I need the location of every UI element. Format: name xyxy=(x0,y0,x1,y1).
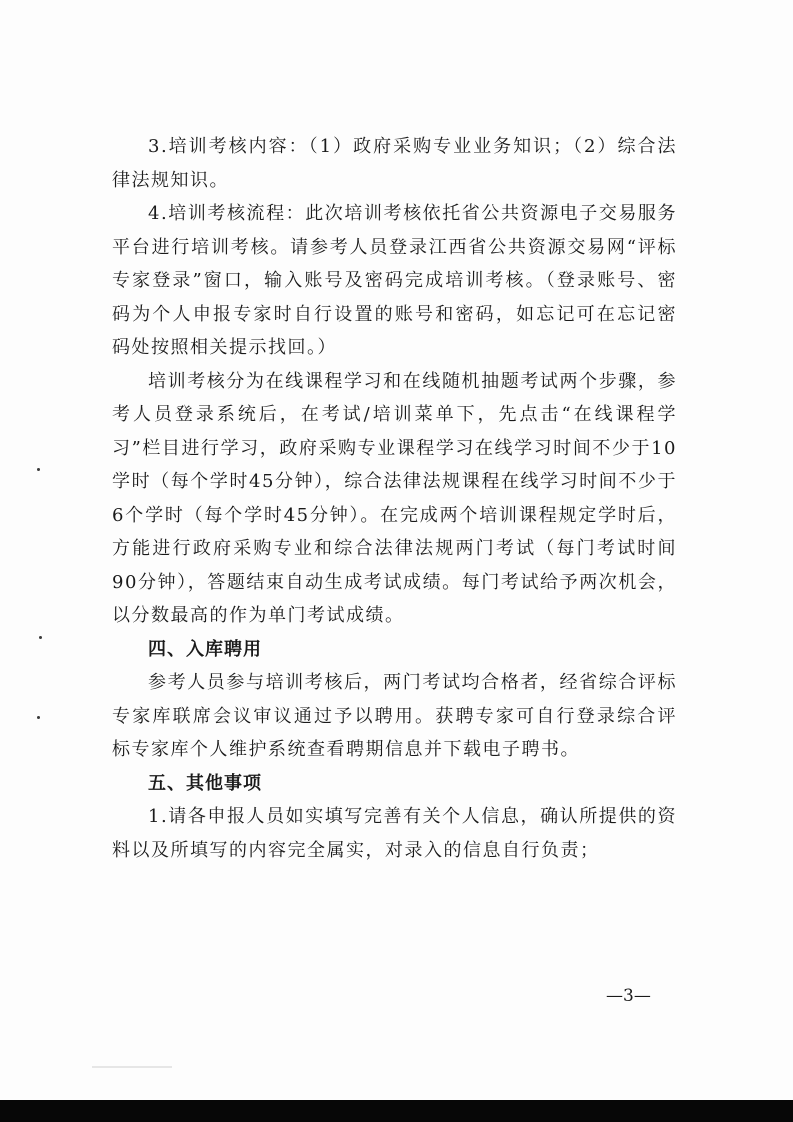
paragraph-training-content: 3.培训考核内容：（1）政府采购专业业务知识；（2）综合法律法规知识。 xyxy=(112,136,677,191)
section-heading-other-matters: 五、其他事项 xyxy=(148,772,262,794)
scan-mark xyxy=(37,468,40,471)
paragraph-appointment: 参考人员参与培训考核后，两门考试均合格者，经省综合评标专家库联席会议审议通过予以聘用。获聘专家可自行登录综合评标专家库个人维护系统查看聘期信息并下载电子聘书。 xyxy=(112,672,677,760)
scan-smudge xyxy=(92,1066,172,1068)
document-body xyxy=(112,130,677,867)
scan-mark xyxy=(39,636,42,639)
paragraph-training-process: 4.培训考核流程：此次培训考核依托省公共资源电子交易服务平台进行培训考核。请参考人员登录江西省公共资源交易网“评标专家登录”窗口，输入账号及密码完成培训考核。（登录账号、密码为个人申报专家时自行设置的账号和密码，如忘记可在忘记密码处按照相关提示找回。） xyxy=(112,203,677,358)
paragraph-training-steps: 培训考核分为在线课程学习和在线随机抽题考试两个步骤，参考人员登录系统后，在考试/培训菜单下，先点击“在线课程学习”栏目进行学习，政府采购专业课程学习在线学习时间不少于10学时（每个学时45分钟），综合法律法规课程在线学习时间不少于6个学时（每个学时45分钟）。在完成两个培训课程规定学时后，方能进行政府采购专业和综合法律法规两门考试（每门考试时间90分钟），答题结束自动生成考试成绩。每门考试给予两次机会，以分数最高的作为单门考试成绩。 xyxy=(112,370,677,626)
scan-bottom-edge xyxy=(0,1100,793,1122)
section-heading-appointment: 四、入库聘用 xyxy=(148,638,262,660)
page-number: —3— xyxy=(606,986,651,1006)
paragraph-other-matters-1: 1.请各申报人员如实填写完善有关个人信息，确认所提供的资料以及所填写的内容完全属实，对录入的信息自行负责； xyxy=(112,806,677,861)
scan-mark xyxy=(37,716,40,719)
